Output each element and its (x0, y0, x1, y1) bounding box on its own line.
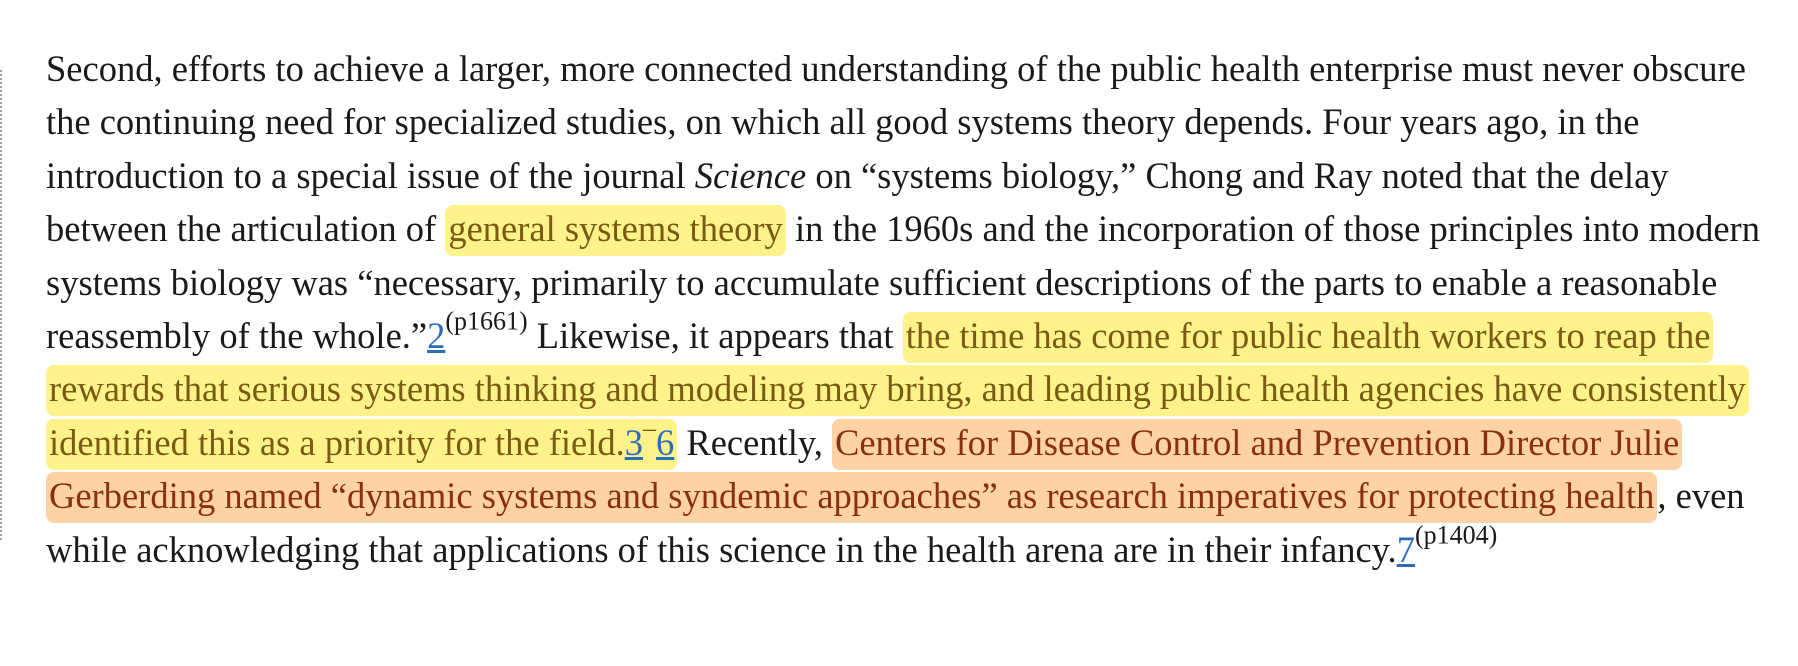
highlight-cdc-director[interactable]: Centers for Disease Control and Prevention Director Julie Gerberding named “dynamic systems and syndemic approaches” as research imperatives for protecting health (46, 419, 1682, 523)
text-segment: in the 1960s and the incorporation of those principles into modern systems biology was “necessary, primarily to accumulate sufficient descriptions of the parts to enable a reasonable reassembly of the whole.” (46, 208, 1760, 357)
text-segment: on “systems biology,” Chong and Ray noted that the delay between the articulation of (46, 154, 1669, 250)
citation-page: (p1404) (1414, 519, 1498, 549)
citation-page: (p1661) (445, 306, 528, 336)
article-paragraph (46, 42, 1766, 576)
citation-link-7[interactable]: 7 (1396, 528, 1415, 570)
journal-title: Science (694, 154, 807, 196)
text-segment: Recently, (677, 421, 832, 463)
highlight-text: the time has come for public health workers to reap the rewards that serious systems thinking and modeling may bring, and leading public health agencies have consistently identified this as a priority for the field. (49, 315, 1746, 463)
text-segment: Likewise, it appears that (527, 315, 903, 357)
text-segment: Second, efforts to achieve a larger, more connected understanding of the public health enterprise must never obscure the continuing need for specialized studies, on which all good systems theory depends. Four years ago, in the introduction to a special issue of the journal (46, 48, 1746, 196)
text-segment: , even while acknowledging that applications of this science in the health arena are in their infancy. (46, 475, 1745, 570)
page-edge-marker (0, 70, 6, 540)
highlight-general-systems-theory[interactable]: general systems theory (445, 205, 786, 256)
citation-link-3[interactable]: 3 (624, 421, 643, 463)
citation-range-dash: – (642, 413, 656, 443)
citation-link-2[interactable]: 2 (427, 315, 446, 357)
citation-link-6[interactable]: 6 (655, 421, 675, 463)
